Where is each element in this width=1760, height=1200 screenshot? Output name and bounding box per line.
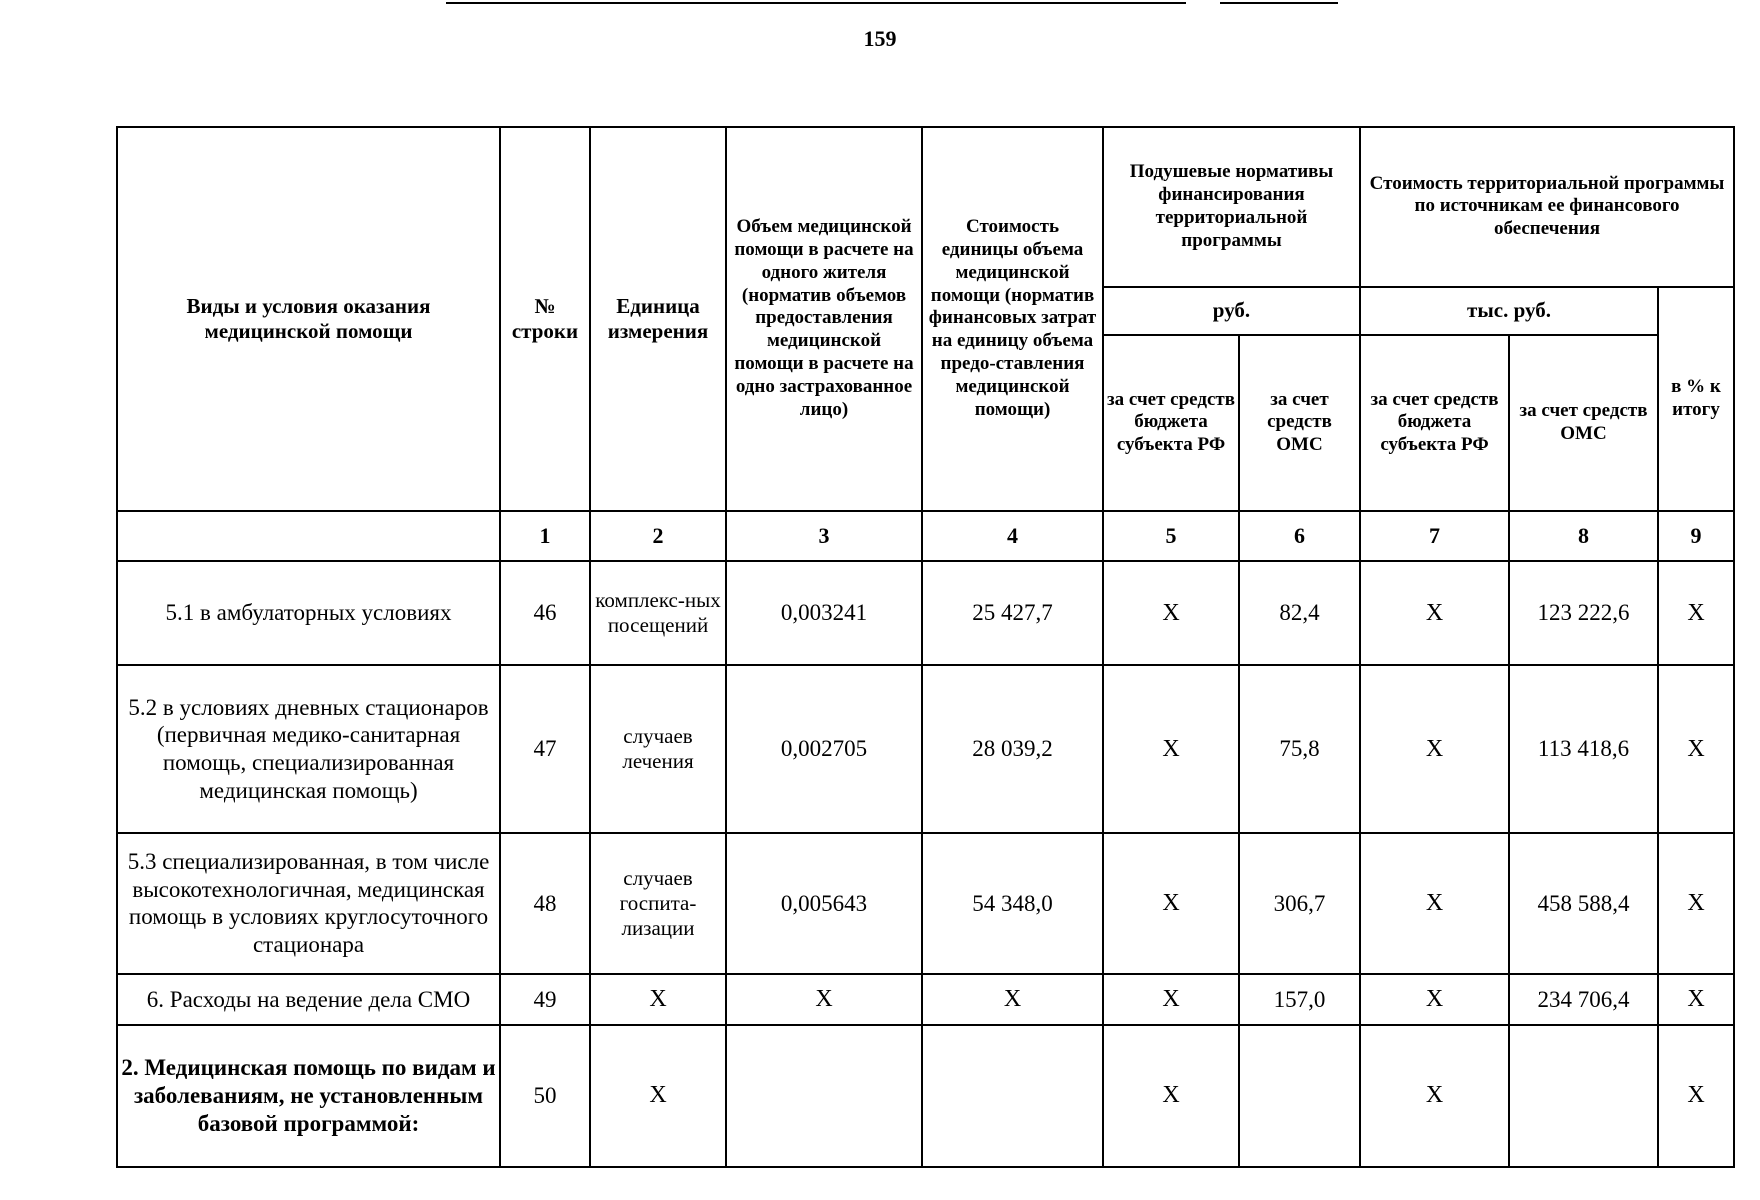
row-oms-per-capita: 75,8: [1239, 665, 1360, 833]
row-budget-total: Х: [1360, 561, 1509, 665]
column-number: 1: [500, 511, 590, 561]
row-number: 46: [500, 561, 590, 665]
row-oms-per-capita: [1239, 1025, 1360, 1167]
row-budget-per-capita: Х: [1103, 833, 1239, 974]
header-unit: Единица измерения: [590, 127, 726, 511]
row-oms-total: 234 706,4: [1509, 974, 1658, 1024]
column-number: [117, 511, 500, 561]
row-cost: 25 427,7: [922, 561, 1103, 665]
row-percent: Х: [1658, 665, 1734, 833]
header-volume: Объем медицинской помощи в расчете на одного жителя (норматив объемов предоставления медицинской помощи в расчете на одно застрахованное лицо): [726, 127, 922, 511]
row-oms-total: 458 588,4: [1509, 833, 1658, 974]
row-budget-per-capita: Х: [1103, 665, 1239, 833]
top-rule-right: [1220, 2, 1338, 4]
row-budget-total: Х: [1360, 1025, 1509, 1167]
header-per-capita: Подушевые нормативы финансирования территориальной программы: [1103, 127, 1360, 287]
row-number: 48: [500, 833, 590, 974]
header-program-cost: Стоимость территориальной программы по источникам ее финансового обеспечения: [1360, 127, 1734, 287]
header-thous-rub: тыс. руб.: [1360, 287, 1658, 335]
row-percent: Х: [1658, 561, 1734, 665]
row-name: 2. Медицинская помощь по видам и заболеваниям, не установленным базовой программой:: [117, 1025, 500, 1167]
row-volume: Х: [726, 974, 922, 1024]
row-budget-per-capita: Х: [1103, 1025, 1239, 1167]
header-budget-rf-2: за счет средств бюджета субъекта РФ: [1360, 335, 1509, 511]
row-volume: 0,002705: [726, 665, 922, 833]
column-number: 2: [590, 511, 726, 561]
row-oms-per-capita: 306,7: [1239, 833, 1360, 974]
row-name: 5.2 в условиях дневных стационаров (первичная медико-санитарная помощь, специализированная медицинская помощь): [117, 665, 500, 833]
table-row: [117, 561, 1734, 665]
table-row: [117, 1025, 1734, 1167]
top-rule-left: [446, 2, 1186, 4]
table-row: [117, 974, 1734, 1024]
header-oms-2: за счет средств ОМС: [1509, 335, 1658, 511]
row-name: 5.1 в амбулаторных условиях: [117, 561, 500, 665]
row-oms-per-capita: 157,0: [1239, 974, 1360, 1024]
financing-table: [116, 126, 1735, 1168]
column-number: 4: [922, 511, 1103, 561]
row-volume: 0,003241: [726, 561, 922, 665]
row-cost: Х: [922, 974, 1103, 1024]
row-budget-per-capita: Х: [1103, 561, 1239, 665]
row-unit: случаев лечения: [590, 665, 726, 833]
row-name: 5.3 специализированная, в том числе высокотехнологичная, медицинская помощь в условиях круглосуточного стационара: [117, 833, 500, 974]
row-oms-total: 123 222,6: [1509, 561, 1658, 665]
column-numbers-row: [117, 511, 1734, 561]
header-types: Виды и условия оказания медицинской помощи: [117, 127, 500, 511]
row-volume: [726, 1025, 922, 1167]
row-unit: случаев госпита-лизации: [590, 833, 726, 974]
row-name: 6. Расходы на ведение дела СМО: [117, 974, 500, 1024]
row-cost: 54 348,0: [922, 833, 1103, 974]
row-unit: Х: [590, 974, 726, 1024]
table-row: [117, 665, 1734, 833]
header-oms: за счет средств ОМС: [1239, 335, 1360, 511]
header-row-no: № строки: [500, 127, 590, 511]
column-number: 6: [1239, 511, 1360, 561]
row-oms-total: 113 418,6: [1509, 665, 1658, 833]
row-number: 49: [500, 974, 590, 1024]
row-budget-total: Х: [1360, 833, 1509, 974]
row-number: 50: [500, 1025, 590, 1167]
row-budget-total: Х: [1360, 974, 1509, 1024]
row-budget-per-capita: Х: [1103, 974, 1239, 1024]
row-cost: [922, 1025, 1103, 1167]
row-number: 47: [500, 665, 590, 833]
row-budget-total: Х: [1360, 665, 1509, 833]
header-cost: Стоимость единицы объема медицинской помощи (норматив финансовых затрат на единицу объема предо-ставления медицинской помощи): [922, 127, 1103, 511]
row-volume: 0,005643: [726, 833, 922, 974]
header-rub: руб.: [1103, 287, 1360, 335]
table-row: [117, 833, 1734, 974]
row-cost: 28 039,2: [922, 665, 1103, 833]
header-percent: в % к итогу: [1658, 287, 1734, 511]
row-unit: Х: [590, 1025, 726, 1167]
column-number: 5: [1103, 511, 1239, 561]
row-percent: Х: [1658, 1025, 1734, 1167]
column-number: 8: [1509, 511, 1658, 561]
page-number: 159: [863, 26, 897, 51]
row-percent: Х: [1658, 833, 1734, 974]
row-oms-total: [1509, 1025, 1658, 1167]
column-number: 7: [1360, 511, 1509, 561]
row-unit: комплекс-ных посещений: [590, 561, 726, 665]
header-budget-rf: за счет средств бюджета субъекта РФ: [1103, 335, 1239, 511]
column-number: 3: [726, 511, 922, 561]
row-oms-per-capita: 82,4: [1239, 561, 1360, 665]
column-number: 9: [1658, 511, 1734, 561]
row-percent: Х: [1658, 974, 1734, 1024]
